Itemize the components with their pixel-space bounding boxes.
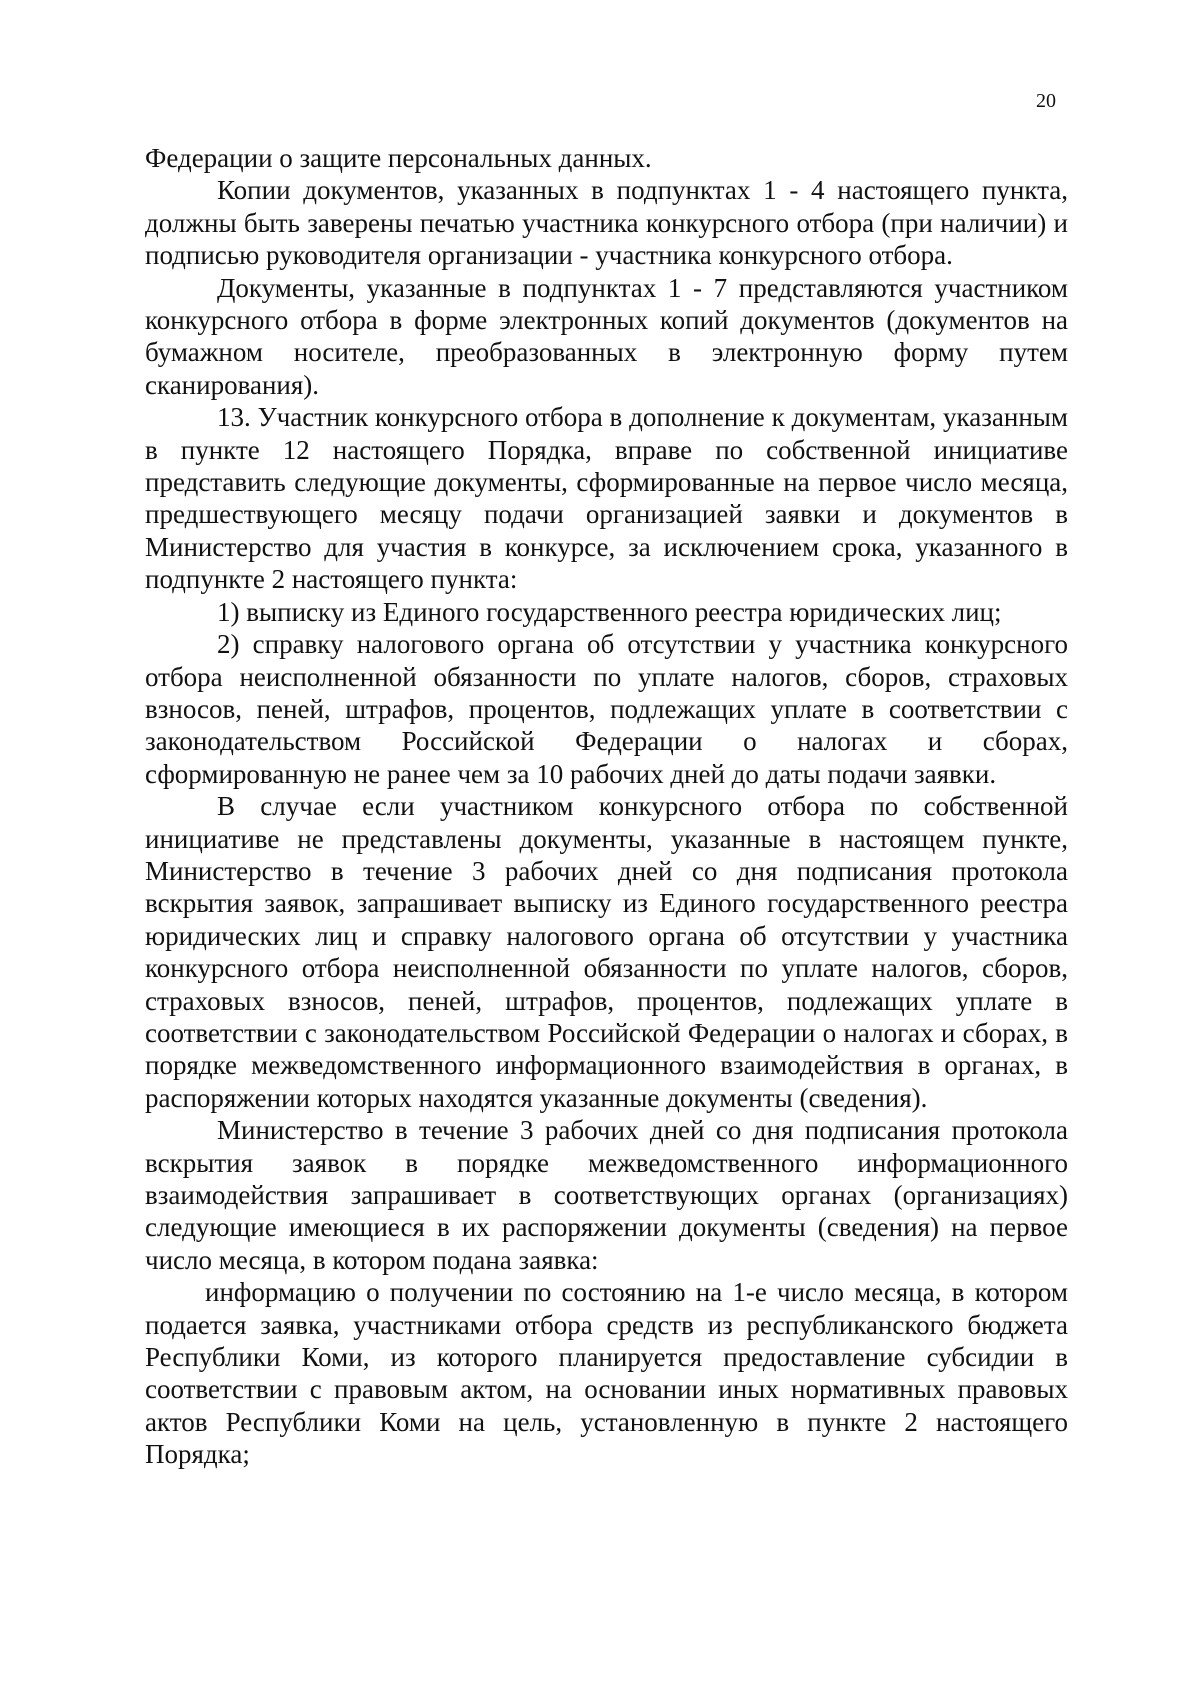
paragraph-7: В случае если участником конкурсного отбора по собственной инициативе не представлены документы, указанные в настоящем пункте, Министерство в течение 3 рабочих дней со дня подписания протокола вскрытия заявок, запрашивает выписку из Единого государственного реестра юридических лиц и справку налогового органа об отсутствии у участника конкурсного отбора неисполненной обязанности по уплате налогов, сборов, страховых взносов, пеней, штрафов, процентов, подлежащих уплате в соответствии с законодательством Российской Федерации о налогах и сборах, в порядке межведомственного информационного взаимодействия в органах, в распоряжении которых находятся указанные документы (сведения). xyxy=(145,791,1068,1113)
paragraph-4: 13. Участник конкурсного отбора в дополнение к документам, указанным в пункте 12 настоящего Порядка, вправе по собственной инициативе представить следующие документы, сформированные на первое число месяца, предшествующего месяцу подачи организацией заявки и документов в Министерство для участия в конкурсе, за исключением срока, указанного в подпункте 2 настоящего пункта: xyxy=(145,402,1068,595)
paragraph-8: Министерство в течение 3 рабочих дней со дня подписания протокола вскрытия заявок в порядке межведомственного информационного взаимодействия запрашивает в соответствующих органах (организациях) следующие имеющиеся в их распоряжении документы (сведения) на первое число месяца, в котором подана заявка: xyxy=(145,1115,1068,1275)
document-body xyxy=(145,142,1068,1471)
paragraph-3: Документы, указанные в подпунктах 1 - 7 представляются участником конкурсного отбора в форме электронных копий документов (документов на бумажном носителе, преобразованных в электронную форму путем сканирования). xyxy=(145,272,1068,400)
page-number: 20 xyxy=(1036,90,1056,112)
paragraph-6: 2) справку налогового органа об отсутствии у участника конкурсного отбора неисполненной обязанности по уплате налогов, сборов, страховых взносов, пеней, штрафов, процентов, подлежащих уплате в соответствии с законодательством Российской Федерации о налогах и сборах, сформированную не ранее чем за 10 рабочих дней до даты подачи заявки. xyxy=(145,629,1068,789)
paragraph-2: Копии документов, указанных в подпунктах 1 - 4 настоящего пункта, должны быть заверены печатью участника конкурсного отбора (при наличии) и подписью руководителя организации - участника конкурсного отбора. xyxy=(145,175,1068,271)
paragraph-9: информацию о получении по состоянию на 1-е число месяца, в котором подается заявка, участниками отбора средств из республиканского бюджета Республики Коми, из которого планируется предоставление субсидии в соответствии с правовым актом, на основании иных нормативных правовых актов Республики Коми на цель, установленную в пункте 2 настоящего Порядка; xyxy=(145,1277,1068,1470)
paragraph-5: 1) выписку из Единого государственного реестра юридических лиц; xyxy=(217,596,1002,627)
paragraph-1: Федерации о защите персональных данных. xyxy=(145,143,652,173)
